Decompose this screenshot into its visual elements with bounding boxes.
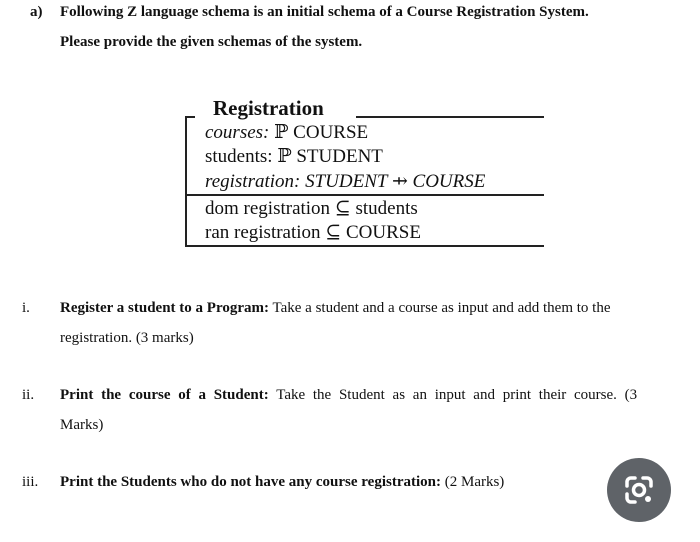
question-label: a) xyxy=(30,4,43,20)
item-number: ii. xyxy=(22,387,35,403)
google-lens-icon xyxy=(607,458,671,522)
schema-bottom-line xyxy=(185,245,544,247)
google-lens-button[interactable] xyxy=(607,458,671,522)
list-item: Print the Students who do not have any course registration: (2 Marks) xyxy=(60,474,505,490)
schema-pred-dom: dom registration ⊆ students xyxy=(205,198,418,219)
schema-decl-registration: registration: STUDENT ⇸ COURSE xyxy=(205,171,486,192)
schema-left-border xyxy=(185,116,187,247)
item-number: i. xyxy=(22,300,30,316)
list-item: Register a student to a Program: Take a student and a course as input and add them to the registration. (3 marks) xyxy=(60,300,611,346)
schema-pred-ran: ran registration ⊆ COURSE xyxy=(205,222,421,243)
schema-divider xyxy=(185,194,544,196)
question-line-1: Following Z language schema is an initial schema of a Course Registration System. xyxy=(60,4,589,20)
item-number: iii. xyxy=(22,474,39,490)
list-item: Print the course of a Student: Take the Student as an input and print their course. (3 Marks) xyxy=(60,387,638,433)
schema-decl-students: students: ℙ STUDENT xyxy=(205,146,383,167)
schema-decl-courses: courses: ℙ COURSE xyxy=(205,122,369,143)
schema-title: Registration xyxy=(213,96,324,120)
schema-top-line xyxy=(356,116,544,118)
question-line-2: Please provide the given schemas of the system. xyxy=(60,34,363,50)
